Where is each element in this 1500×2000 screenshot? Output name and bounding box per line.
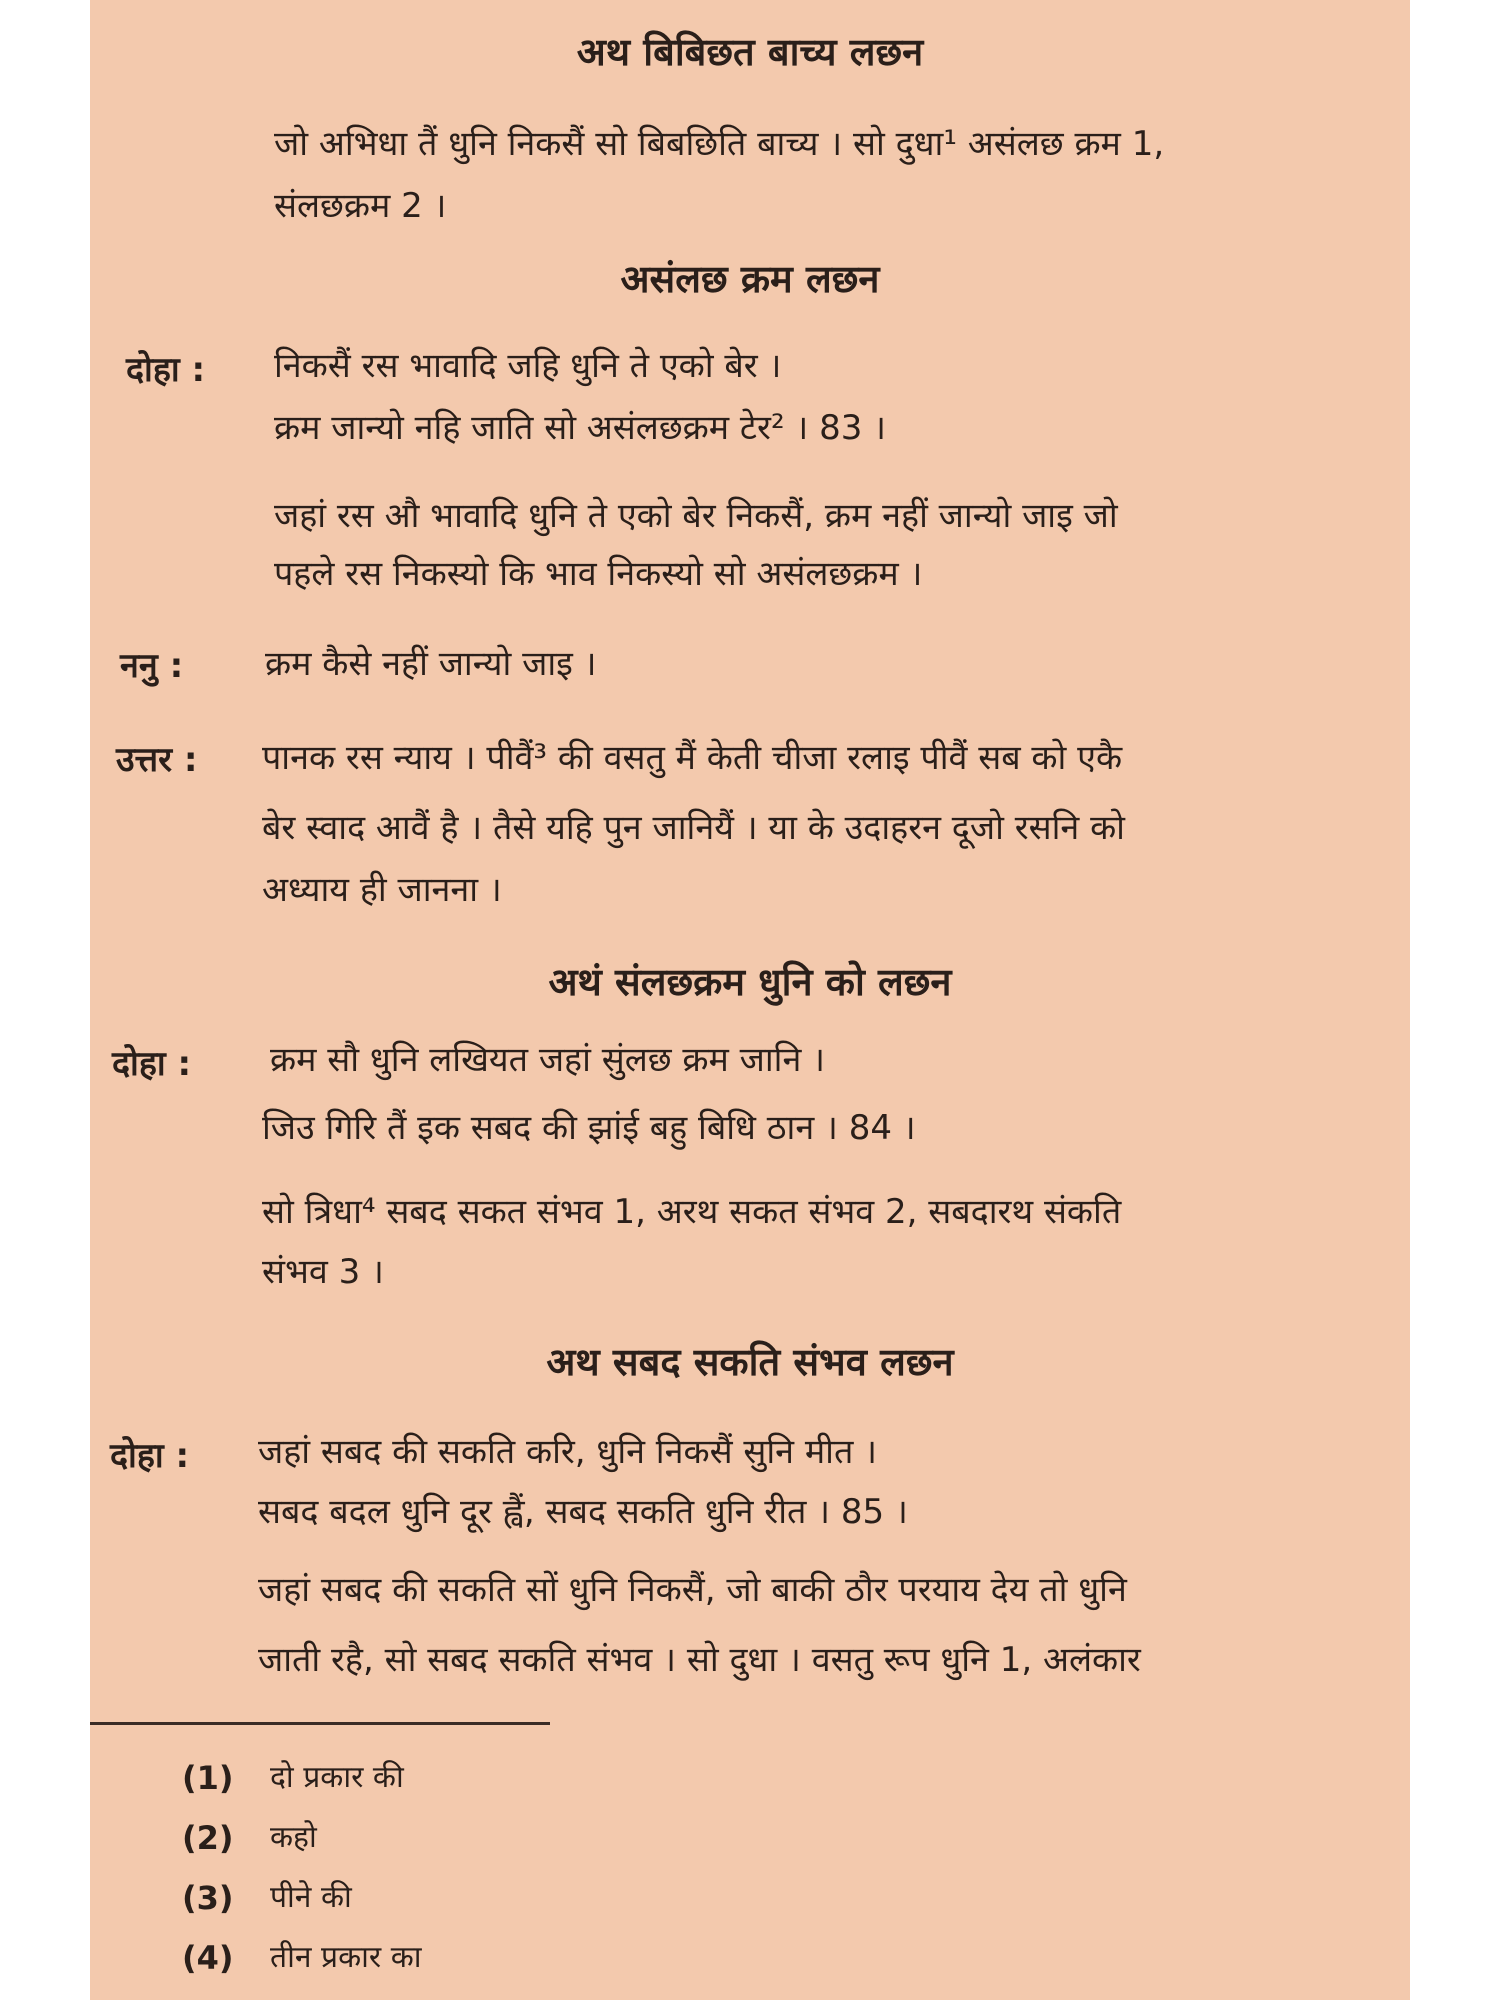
nanu-text: क्रम कैसे नहीं जान्यो जाइ । (265, 644, 597, 684)
nanu-label: ननु : (120, 646, 184, 686)
doha84-line1: क्रम सौ धुनि लखियत जहां सुंलछ क्रम जानि । (270, 1040, 826, 1080)
heading-sabad-sakati: अथ सबद सकति संभव लछन (546, 1340, 954, 1384)
para2-line1: जहां रस औ भावादि धुनि ते एको बेर निकसैं, क्रम नहीं जान्यो जाइ जो (274, 496, 1118, 536)
doha85-line1: जहां सबद की सकति करि, धुनि निकसैं सुनि मीत । (258, 1432, 878, 1472)
heading-sanlachhkram: अथं संलछक्रम धुनि को लछन (548, 960, 952, 1004)
doha84-line2: जिउ गिरि तैं इक सबद की झांई बहु बिधि ठान । 84 । (262, 1108, 916, 1148)
footnote-3-text: पीने की (270, 1880, 352, 1915)
uttar-label: उत्तर : (116, 740, 198, 780)
heading-bibichhat: अथ बिबिछत बाच्य लछन (576, 30, 924, 74)
doha83-line2: क्रम जान्यो नहि जाति सो असंलछक्रम टेर² । 83 । (274, 408, 887, 448)
uttar-line1: पानक रस न्याय । पीवैं³ की वसतु मैं केती चीजा रलाइ पीवैं सब को एकै (262, 738, 1123, 778)
para4-line2: जाती रहै, सो सबद सकति संभव । सो दुधा । वसतु रूप धुनि 1, अलंकार (258, 1640, 1141, 1680)
footnote-1-number: (1) (182, 1759, 234, 1797)
para1-line1: जो अभिधा तैं धुनि निकसैं सो बिबछिति बाच्य । सो दुधा¹ असंलछ क्रम 1, (274, 124, 1165, 164)
doha83-line1: निकसैं रस भावादि जहि धुनि ते एको बेर । (274, 346, 782, 386)
uttar-line2: बेर स्वाद आवैं है । तैसे यहि पुन जानियैं । या के उदाहरन दूजो रसनि को (262, 808, 1125, 848)
uttar-line3: अध्याय ही जानना । (262, 870, 502, 910)
doha84-label: दोहा : (112, 1044, 192, 1084)
doha85-label: दोहा : (110, 1436, 190, 1476)
book-page (90, 0, 1410, 2000)
footnote-2-number: (2) (182, 1819, 234, 1857)
footnote-3-number: (3) (182, 1879, 234, 1917)
footnote-4-text: तीन प्रकार का (270, 1940, 422, 1975)
heading-asanlachh: असंलछ क्रम लछन (620, 257, 880, 301)
footnote-1-text: दो प्रकार की (270, 1760, 404, 1795)
footnote-2-text: कहो (270, 1820, 317, 1855)
doha85-line2: सबद बदल धुनि दूर ह्वैं, सबद सकति धुनि रीत । 85 । (258, 1492, 908, 1532)
doha83-label: दोहा : (126, 350, 206, 390)
footnote-4-number: (4) (182, 1939, 234, 1977)
footnote-divider (90, 1722, 550, 1725)
para2-line2: पहले रस निकस्यो कि भाव निकस्यो सो असंलछक्रम । (274, 554, 923, 594)
para3-line2: संभव 3 । (262, 1252, 384, 1292)
para3-line1: सो त्रिधा⁴ सबद सकत संभव 1, अरथ सकत संभव 2, सबदारथ संकति (262, 1192, 1122, 1232)
para1-line2: संलछक्रम 2 । (274, 186, 447, 226)
para4-line1: जहां सबद की सकति सों धुनि निकसैं, जो बाकी ठौर परयाय देय तो धुनि (258, 1570, 1127, 1610)
